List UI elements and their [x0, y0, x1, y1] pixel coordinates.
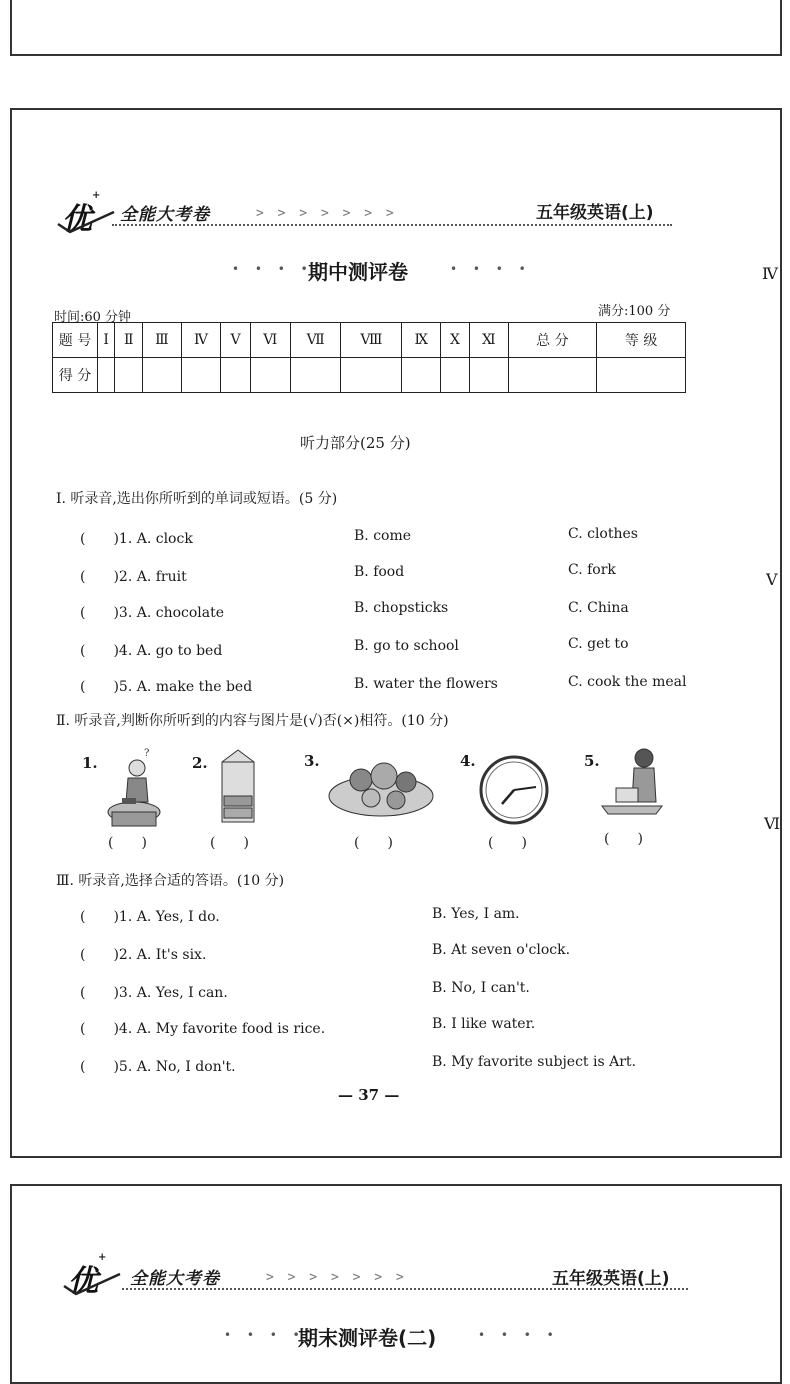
s2-num-1: 1.	[82, 754, 98, 772]
col-3: Ⅲ	[143, 323, 181, 358]
s1-item-2-b: B. food	[354, 564, 405, 580]
section-3-title: Ⅲ. 听录音,选择合适的答语。(10 分)	[56, 873, 285, 889]
row-label-score: 得 分	[53, 358, 98, 393]
exam-title: 期末测评卷(二)	[298, 1326, 437, 1350]
col-2: Ⅱ	[115, 323, 143, 358]
score-cell[interactable]	[98, 358, 115, 393]
s2-paren-5[interactable]: ( )	[604, 831, 643, 847]
s3-item-2-b: B. At seven o'clock.	[432, 942, 571, 958]
s2-paren-2[interactable]: ( )	[210, 835, 249, 851]
s3-item-1-b: B. Yes, I am.	[432, 906, 520, 922]
title-dots-left: • • • •	[224, 1328, 306, 1342]
next-page-frame	[10, 1184, 782, 1384]
col-7: Ⅶ	[290, 323, 341, 358]
header-arrows: > > > > > > >	[256, 206, 397, 221]
col-1: Ⅰ	[98, 323, 115, 358]
title-dots-right: • • • •	[478, 1328, 560, 1342]
time-limit: 时间:60 分钟	[54, 310, 132, 325]
score-cell[interactable]	[440, 358, 469, 393]
s1-item-5-a: ( )5. A. make the bed	[80, 679, 253, 695]
col-grade: 等 级	[597, 323, 686, 358]
s1-item-4-b: B. go to school	[354, 638, 459, 654]
score-cell[interactable]	[115, 358, 143, 393]
col-4: Ⅳ	[181, 323, 221, 358]
logo-plus: +	[92, 190, 101, 201]
title-dots-right: • • • •	[450, 262, 532, 276]
score-table-score-row	[53, 358, 686, 393]
logo-mark: 优	[62, 202, 92, 237]
score-cell[interactable]	[290, 358, 341, 393]
side-mark-6: Ⅵ	[764, 814, 781, 833]
check-icon	[62, 1272, 122, 1296]
score-cell[interactable]	[341, 358, 402, 393]
s1-item-4-a: ( )4. A. go to bed	[80, 643, 223, 659]
header-arrows: > > > > > > >	[266, 1270, 407, 1285]
s3-item-2-a: ( )2. A. It's six.	[80, 947, 207, 963]
score-table	[52, 322, 686, 393]
s1-item-1-a: ( )1. A. clock	[80, 531, 193, 547]
girl-cooking-image	[600, 744, 664, 818]
col-11: Ⅺ	[470, 323, 509, 358]
s2-num-2: 2.	[192, 754, 208, 772]
s1-item-3-a: ( )3. A. chocolate	[80, 605, 225, 621]
s2-paren-1[interactable]: ( )	[108, 835, 147, 851]
clock-image	[478, 754, 550, 826]
s1-item-1-c: C. clothes	[568, 526, 638, 542]
side-mark-5: Ⅴ	[766, 570, 778, 589]
fruit-plate-image	[326, 752, 436, 818]
s2-num-4: 4.	[460, 752, 476, 770]
grade-label: 五年级英语(上)	[552, 1269, 670, 1289]
side-mark-4: Ⅳ	[762, 264, 778, 283]
girl-at-table-image	[104, 746, 164, 832]
score-cell[interactable]	[470, 358, 509, 393]
header-rule	[112, 224, 672, 226]
score-table-header-row	[53, 323, 686, 358]
listening-heading: 听力部分(25 分)	[300, 434, 411, 452]
col-5: Ⅴ	[221, 323, 250, 358]
col-9: Ⅸ	[402, 323, 440, 358]
s1-item-2-a: ( )2. A. fruit	[80, 569, 187, 585]
s2-paren-3[interactable]: ( )	[354, 835, 393, 851]
col-total: 总 分	[508, 323, 597, 358]
s2-num-5: 5.	[584, 752, 600, 770]
score-cell[interactable]	[402, 358, 440, 393]
s1-item-3-c: C. China	[568, 600, 629, 616]
logo-mark: 优	[68, 1264, 98, 1299]
header-rule	[122, 1288, 688, 1290]
s1-item-4-c: C. get to	[568, 636, 629, 652]
s1-item-3-b: B. chopsticks	[354, 600, 449, 616]
s2-num-3: 3.	[304, 752, 320, 770]
score-cell[interactable]	[508, 358, 597, 393]
full-score: 满分:100 分	[598, 304, 671, 319]
logo-text: 全能大考卷	[130, 1269, 220, 1289]
s1-item-1-b: B. come	[354, 528, 412, 544]
score-cell[interactable]	[250, 358, 290, 393]
grade-label: 五年级英语(上)	[536, 203, 654, 223]
s1-item-2-c: C. fork	[568, 562, 616, 578]
exam-title: 期中测评卷	[308, 260, 408, 284]
svg-text:?: ?	[144, 748, 150, 759]
score-cell[interactable]	[597, 358, 686, 393]
previous-page-frame	[10, 0, 782, 56]
page-number: — 37 —	[338, 1086, 400, 1104]
col-6: Ⅵ	[250, 323, 290, 358]
score-cell[interactable]	[221, 358, 250, 393]
score-cell[interactable]	[181, 358, 221, 393]
s3-item-5-a: ( )5. A. No, I don't.	[80, 1059, 236, 1075]
s3-item-4-a: ( )4. A. My favorite food is rice.	[80, 1021, 326, 1037]
check-icon	[56, 210, 116, 234]
s1-item-5-b: B. water the flowers	[354, 676, 498, 692]
s2-paren-4[interactable]: ( )	[488, 835, 527, 851]
s1-item-5-c: C. cook the meal	[568, 674, 687, 690]
s3-item-4-b: B. I like water.	[432, 1016, 536, 1032]
s3-item-5-b: B. My favorite subject is Art.	[432, 1054, 636, 1070]
s3-item-3-b: B. No, I can't.	[432, 980, 530, 996]
section-2-title: Ⅱ. 听录音,判断你所听到的内容与图片是(√)否(×)相符。(10 分)	[56, 713, 449, 729]
s3-item-3-a: ( )3. A. Yes, I can.	[80, 985, 228, 1001]
col-10: Ⅹ	[440, 323, 469, 358]
section-1-title: Ⅰ. 听录音,选出你所听到的单词或短语。(5 分)	[56, 491, 338, 507]
col-8: Ⅷ	[341, 323, 402, 358]
logo-text: 全能大考卷	[120, 205, 210, 225]
s3-item-1-a: ( )1. A. Yes, I do.	[80, 909, 220, 925]
row-label-question: 题 号	[53, 323, 98, 358]
title-dots-left: • • • •	[232, 262, 314, 276]
exam-page-frame	[10, 108, 782, 1158]
logo-plus: +	[98, 1252, 107, 1263]
milk-carton-image	[216, 746, 260, 826]
score-cell[interactable]	[143, 358, 181, 393]
